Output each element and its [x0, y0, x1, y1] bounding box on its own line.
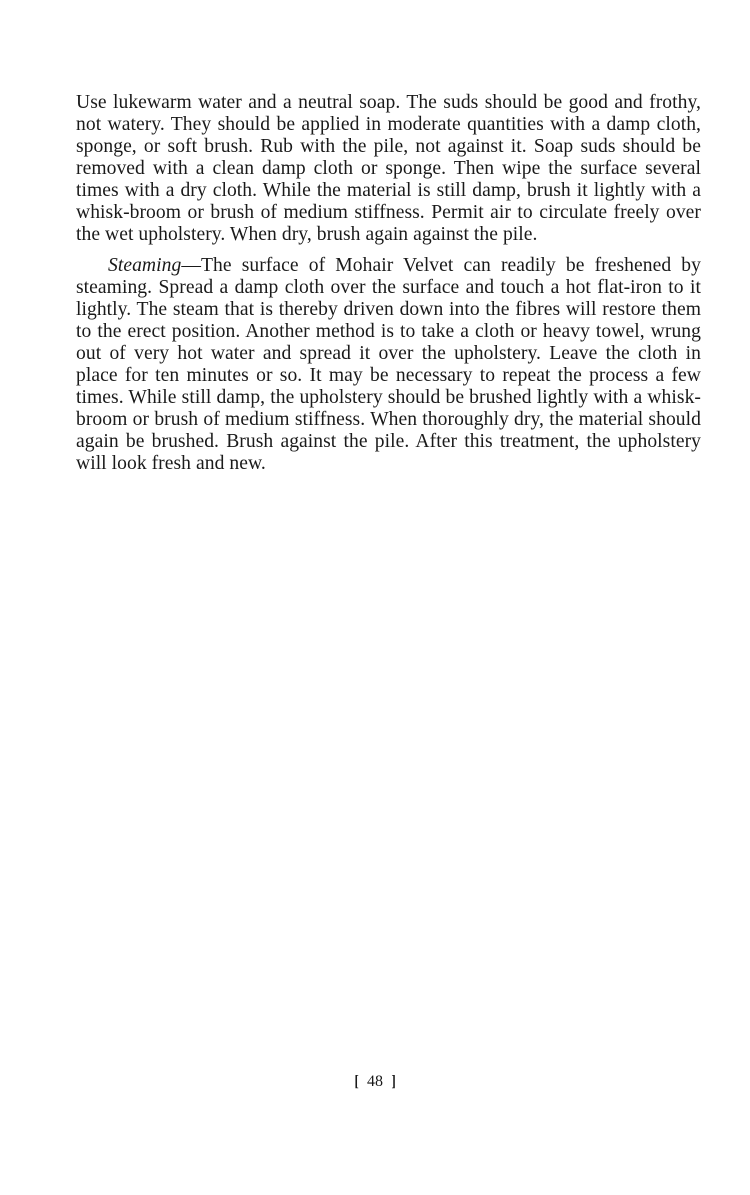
paragraph-washing	[76, 92, 701, 246]
page-number-footer	[0, 1072, 750, 1092]
section-lead-in: Steaming	[108, 255, 182, 276]
folio-open-bracket: [	[354, 1073, 359, 1090]
paragraph-text: —The surface of Mohair Velvet can readily be freshened by steaming. Spread a damp cloth over the surface and touch a hot flat-iron to it lightly. The steam that is thereby driven down into the fibres will restore them to the erect position. Another method is to take a cloth or heavy towel, wrung out of very hot water and spread it over the upholstery. Leave the cloth in place for ten minutes or so. It may be necessary to repeat the process a few times. While still damp, the upholstery should be brushed lightly with a whisk-broom or brush of medium stiffness. When thoroughly dry, the material should again be brushed. Brush against the pile. After this treatment, the upholstery will look fresh and new.	[76, 255, 701, 474]
page-body	[76, 92, 701, 475]
paragraph-text: Use lukewarm water and a neutral soap. The suds should be good and frothy, not watery. They should be applied in moderate quantities with a damp cloth, sponge, or soft brush. Rub with the pile, not against it. Soap suds should be removed with a clean damp cloth or sponge. Then wipe the surface several times with a dry cloth. While the material is still damp, brush it lightly with a whisk-broom or brush of medium stiffness. Permit air to circulate freely over the wet upholstery. When dry, brush again against the pile.	[76, 92, 701, 245]
paragraph-steaming	[76, 255, 701, 475]
folio-close-bracket: ]	[391, 1073, 396, 1090]
page-number: 48	[367, 1073, 383, 1090]
